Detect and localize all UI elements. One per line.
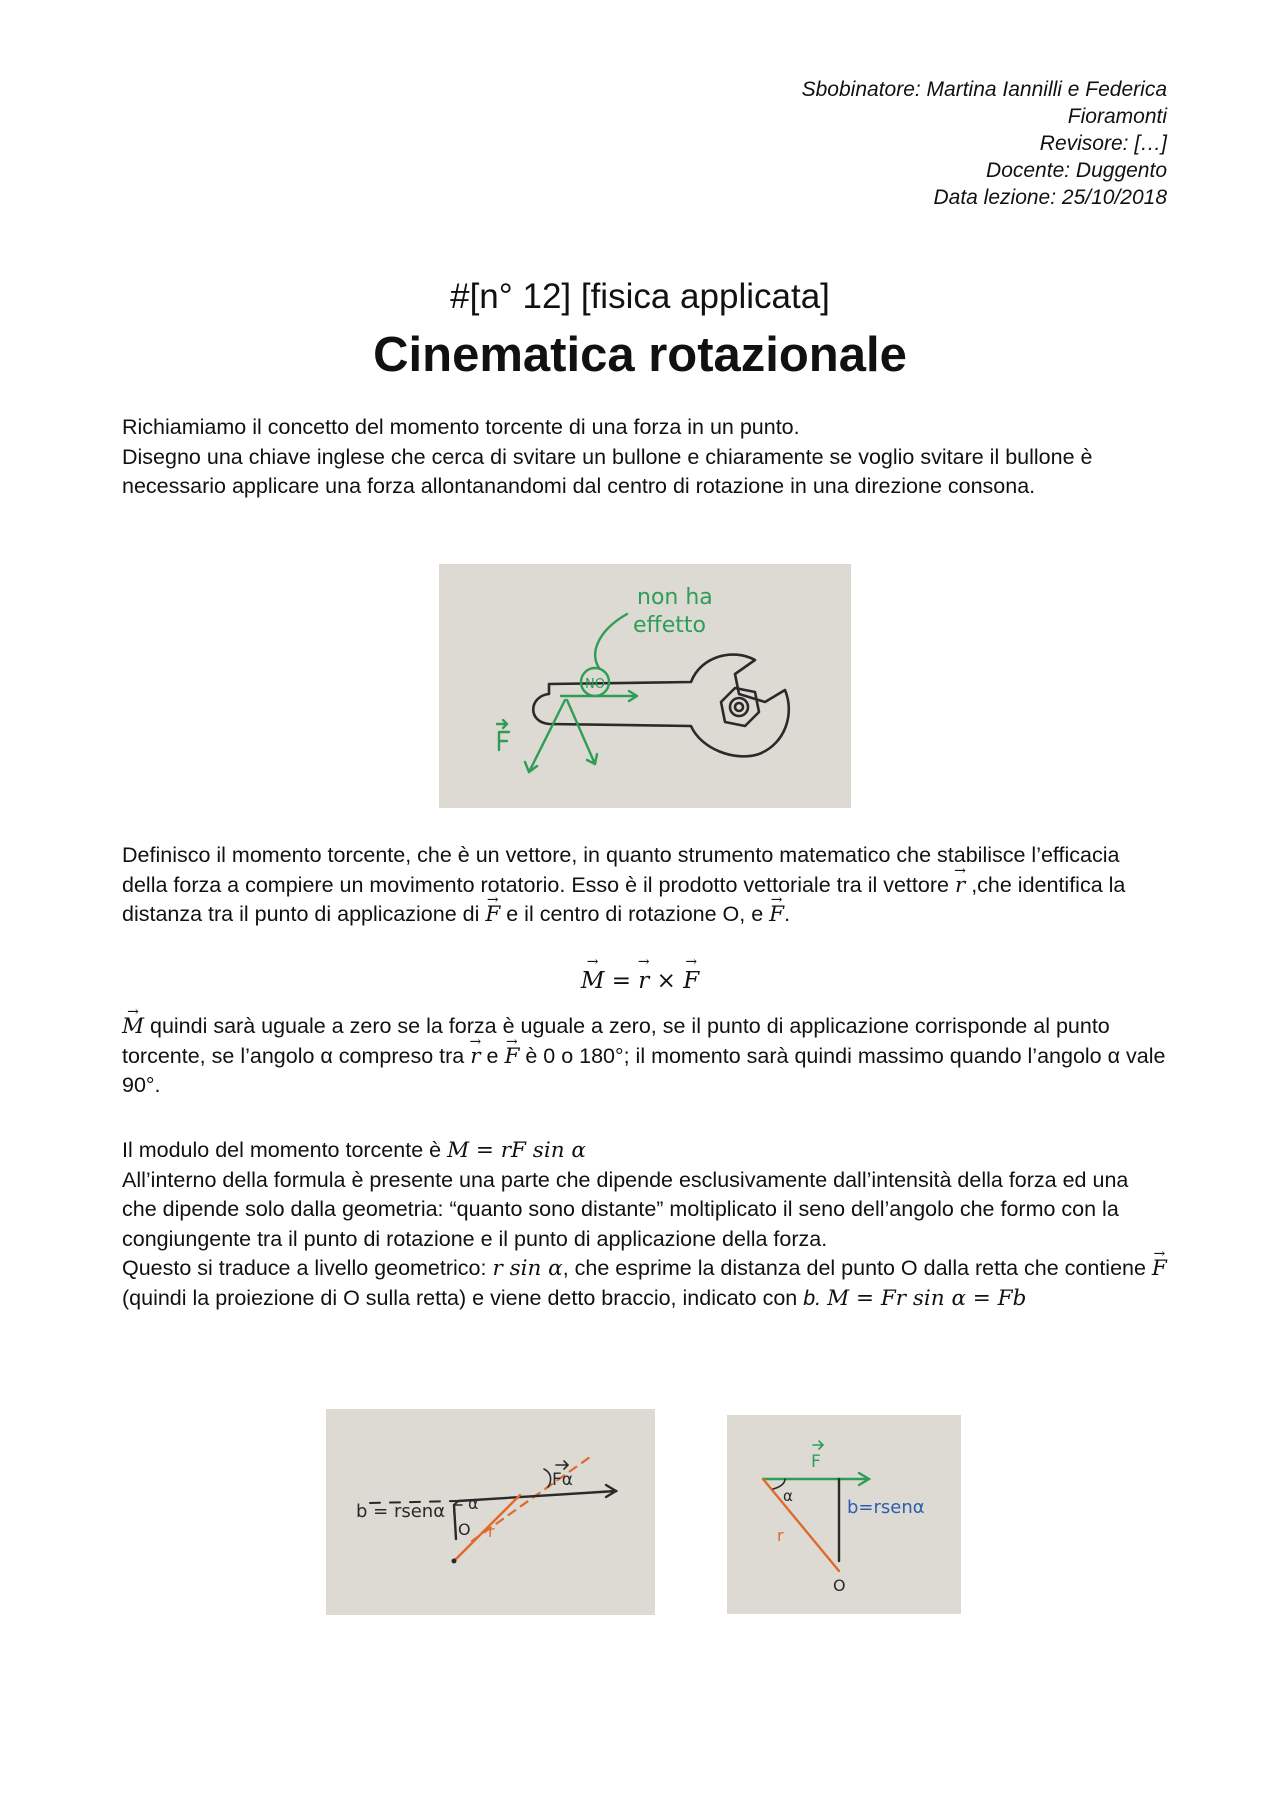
f-vector-2: → F (769, 900, 784, 930)
f-vector-3: → F (504, 1042, 519, 1072)
modulus-line (122, 1136, 1167, 1166)
note-line-1: non ha (637, 585, 713, 610)
meta-author: Sbobinatore: Martina Iannilli e Federica (801, 78, 1167, 101)
lecture-metadata (647, 76, 1167, 211)
meta-date: Data lezione: 25/10/2018 (933, 186, 1167, 209)
alpha-label: α (468, 1494, 479, 1513)
no-label: NO (585, 677, 605, 692)
modulus-text: Il modulo del momento torcente è (122, 1138, 448, 1162)
meta-reviewer: Revisore: […] (1039, 132, 1167, 155)
final-formula: M = Fr sin α = Fb (827, 1285, 1027, 1311)
intro-paragraph (122, 413, 1167, 502)
r-label-2: r (777, 1526, 784, 1545)
definition-part-4: . (784, 902, 791, 926)
lecture-number-label: #[n° 12] [fisica applicata] (450, 277, 830, 316)
rsin-expression: r sin α (492, 1256, 563, 1281)
definition-part-1: Definisco il momento torcente, che è un vettore, in quanto strumento matematico che stabilisce l’efficacia della forza a compiere un movimento rotatorio. Esso è il prodotto vettoriale tra il vettore (122, 843, 1120, 897)
origin-label: O (458, 1520, 471, 1539)
b-rsen-label: b = rsenα (356, 1501, 446, 1522)
lever-arm-figure-2 (727, 1415, 961, 1614)
lever-arm-drawing-2 (727, 1415, 961, 1614)
r-vector: → r (955, 871, 965, 901)
lever-part-2: , che esprime la distanza del punto O dalla retta che contiene (562, 1256, 1152, 1280)
lever-arm-drawing-1 (326, 1409, 655, 1615)
definition-text (122, 841, 1167, 930)
formula-eq: = (604, 968, 639, 994)
lever-arm-figure-1 (326, 1409, 655, 1615)
intro-line-1: Richiamiamo il concetto del momento torcente di una forza in un punto. (122, 415, 800, 439)
note-line-2: effetto (633, 613, 706, 638)
definition-part-2: ,che identifica la distanza tra il punto di applicazione di (122, 872, 1126, 926)
wrench-figure (439, 564, 851, 808)
modulus-paragraph (122, 1136, 1167, 1313)
definition-part-3: e il centro di rotazione O, e (500, 902, 770, 926)
formula-f: → F (683, 968, 699, 994)
f-alpha-label: Fα (552, 1470, 573, 1490)
modulus-formula: M = rF sin α (447, 1138, 586, 1163)
meta-teacher: Docente: Duggento (986, 159, 1167, 182)
page-title: Cinematica rotazionale (373, 328, 907, 382)
f-vector: → F (485, 900, 500, 930)
origin-label-2: O (833, 1576, 846, 1595)
intro-line-2: Disegno una chiave inglese che cerca di svitare un bullone e chiaramente se voglio svitare il bullone è necessario applicare una forza allontanandomi dal centro di rotazione in una direzione consona. (122, 444, 1093, 498)
m-vector: → M (122, 1012, 144, 1042)
zero-condition-text (122, 1012, 1167, 1101)
meta-author-cont: Fioramonti (1067, 105, 1167, 128)
lever-part-3: (quindi la proiezione di O sulla retta) e viene detto braccio, indicato con (122, 1285, 804, 1310)
modulus-explanation: All’interno della formula è presente una parte che dipende esclusivamente dall’intensità della forza ed una che dipende solo dalla geometria: “quanto sono distante” moltiplicato il seno dell’angolo che formo con la congiungente tra il punto di rotazione e il punto di applicazione della forza. (122, 1167, 1129, 1251)
lever-part-1: Questo si traduce a livello geometrico: (122, 1256, 493, 1280)
definition-paragraph (122, 841, 1167, 930)
zero-part-2: è 0 o 180°; il momento sarà quindi massimo quando l’angolo α vale 90°. (122, 1043, 1166, 1097)
wrench-drawing (439, 564, 851, 808)
zero-part-1: quindi sarà uguale a zero se la forza è uguale a zero, se il punto di applicazione corrisponde al punto torcente, se l’angolo α compreso tra (122, 1014, 1110, 1068)
r-label: r (488, 1522, 495, 1541)
cross-product-formula (0, 968, 1280, 994)
b-rsen-label-2: b=rsenα (847, 1497, 925, 1518)
lever-arm-text (122, 1254, 1167, 1313)
formula-times: × (649, 968, 684, 994)
b-symbol: b. (803, 1285, 822, 1310)
f-vector-4: → F (1152, 1254, 1167, 1284)
zero-and: e (480, 1043, 505, 1068)
formula-r: → r (638, 968, 649, 994)
alpha-label-2: α (783, 1487, 793, 1505)
formula-m: → M (581, 968, 605, 994)
f-label: F (811, 1452, 821, 1472)
r-vector-3: → r (470, 1042, 480, 1072)
zero-condition-paragraph (122, 1012, 1167, 1101)
